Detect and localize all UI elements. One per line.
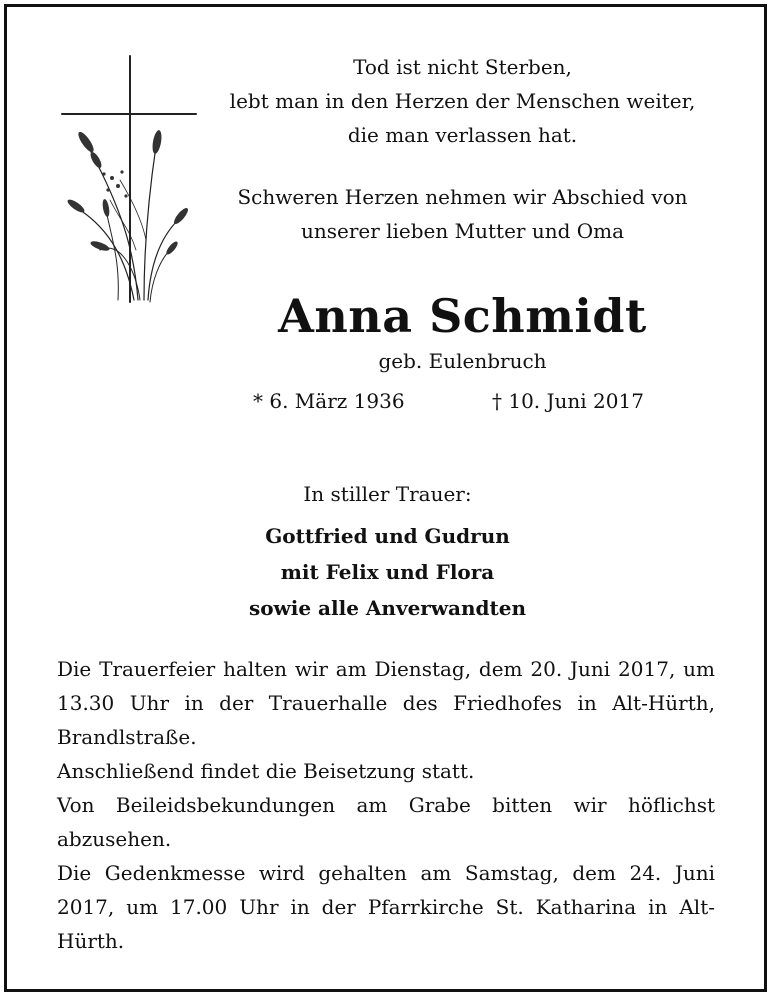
motto-line: lebt man in den Herzen der Menschen weiter, <box>229 89 696 113</box>
deceased-name: Anna Schmidt <box>278 289 647 343</box>
condolence-paragraph: Von Beileidsbekundungen am Grabe bitten wir höflichst abzusehen. <box>57 793 715 851</box>
birth-name: geb. Eulenbruch <box>378 349 547 373</box>
intro-line: unserer lieben Mutter und Oma <box>300 219 625 243</box>
mourner-line: Gottfried und Gudrun <box>265 524 510 548</box>
motto-line: Tod ist nicht Sterben, <box>353 55 572 79</box>
mourner-line: mit Felix und Flora <box>280 560 495 584</box>
birth-date: * 6. März 1936 <box>253 389 405 413</box>
mourner-line: sowie alle Anverwandten <box>248 596 527 620</box>
motto-verse <box>200 50 725 152</box>
memorial-mass-paragraph: Die Gedenkmesse wird gehalten am Samstag, dem 24. Juni 2017, um 17.00 Uhr in der Pfarrkirche St. Katharina in Alt-Hürth. <box>57 861 715 953</box>
service-details <box>57 652 715 958</box>
intro-line: Schweren Herzen nehmen wir Abschied von <box>237 185 688 209</box>
funeral-service-paragraph: Die Trauerfeier halten wir am Dienstag, dem 20. Juni 2017, um 13.30 Uhr in der Trauerhalle des Friedhofes in Alt-Hürth, Brandlstraße. <box>57 657 715 749</box>
mourners-list <box>190 518 585 626</box>
death-date: † 10. Juni 2017 <box>492 389 644 413</box>
motto-line: die man verlassen hat. <box>347 123 578 147</box>
burial-paragraph: Anschließend findet die Beisetzung statt. <box>57 759 475 783</box>
mourning-heading: In stiller Trauer: <box>303 482 472 506</box>
farewell-intro <box>200 180 725 248</box>
cross-with-wheat-icon <box>60 50 200 310</box>
